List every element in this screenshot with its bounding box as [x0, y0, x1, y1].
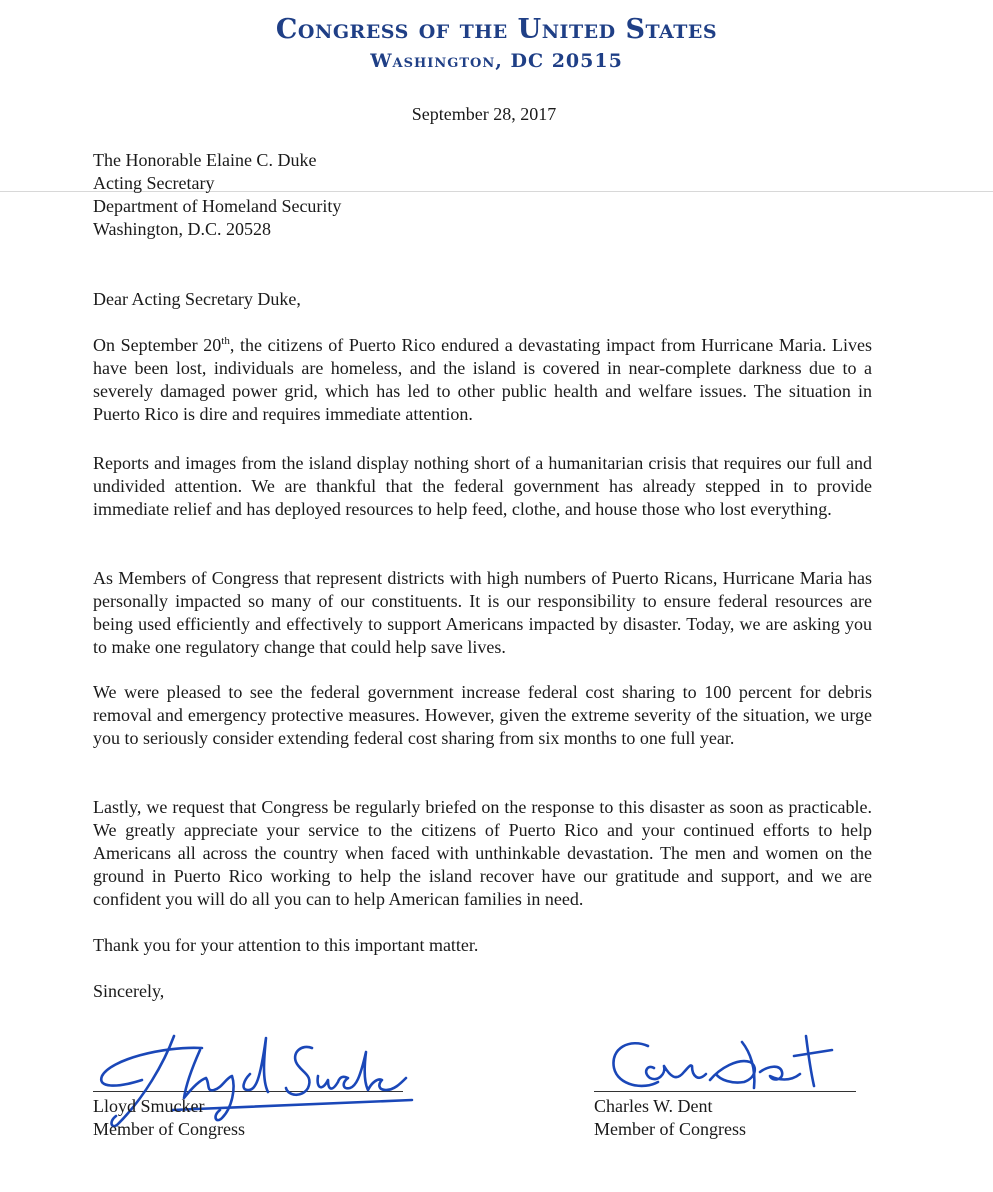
signer-name: Charles W. Dent — [594, 1096, 713, 1116]
recipient-title: Acting Secretary — [93, 173, 215, 193]
recipient-department: Department of Homeland Security — [93, 196, 342, 216]
salutation: Dear Acting Secretary Duke, — [93, 289, 301, 309]
recipient-city: Washington, D.C. 20528 — [93, 219, 272, 239]
signer-title: Member of Congress — [93, 1119, 245, 1139]
signer-right — [594, 1095, 746, 1141]
dent-signature — [600, 1028, 840, 1098]
signer-title: Member of Congress — [594, 1119, 746, 1139]
signer-left — [93, 1095, 245, 1141]
body-paragraph-1 — [93, 334, 872, 426]
letterhead-subtitle: Washington, DC 20515 — [370, 50, 623, 72]
letter-date: September 28, 2017 — [411, 104, 557, 124]
body-paragraph-4: We were pleased to see the federal government increase federal cost sharing to 100 percent for debris removal and emergency protective measures. However, given the extreme severity of the situation, we urge you to seriously consider extending federal cost sharing from six months to one full year. — [93, 682, 872, 748]
p1-superscript: th — [221, 335, 230, 347]
letterhead-title: Congress of the United States — [275, 14, 718, 45]
recipient-address — [93, 149, 341, 241]
signer-name: Lloyd Smucker — [93, 1096, 205, 1116]
body-paragraph-5: Lastly, we request that Congress be regularly briefed on the response to this disaster as soon as practicable. We greatly appreciate your service to the citizens of Puerto Rico and your continued efforts to help Americans all across the country when faced with unthinkable devastation. The men and women on the ground in Puerto Rico working to help the island recover have our gratitude and support, and we are confident you will do all you can to help American families in need. — [93, 797, 872, 909]
body-paragraph-2: Reports and images from the island display nothing short of a humanitarian crisis that requires our full and undivided attention. We are thankful that the federal government has already stepped in to provide immediate relief and has deployed resources to help feed, clothe, and house those who lost everything. — [93, 453, 872, 519]
closing: Sincerely, — [93, 981, 165, 1001]
thank-you-line: Thank you for your attention to this important matter. — [93, 935, 479, 955]
p1-text-end: , the citizens of Puerto Rico endured a devastating impact from Hurricane Maria. Lives have been lost, individuals are homeless, and the island is covered in near-complete darkness due to a severely damaged power grid, which has led to other public health and welfare issues. The situation in Puerto Rico is dire and requires immediate attention. — [93, 335, 872, 424]
p1-text-start: On September 20 — [93, 335, 222, 355]
recipient-name: The Honorable Elaine C. Duke — [93, 150, 317, 170]
body-paragraph-3: As Members of Congress that represent districts with high numbers of Puerto Ricans, Hurricane Maria has personally impacted so many of our constituents. It is our responsibility to ensure federal resources are being used efficiently and effectively to support Americans impacted by disaster. Today, we are asking you to make one regulatory change that could help save lives. — [93, 568, 872, 657]
